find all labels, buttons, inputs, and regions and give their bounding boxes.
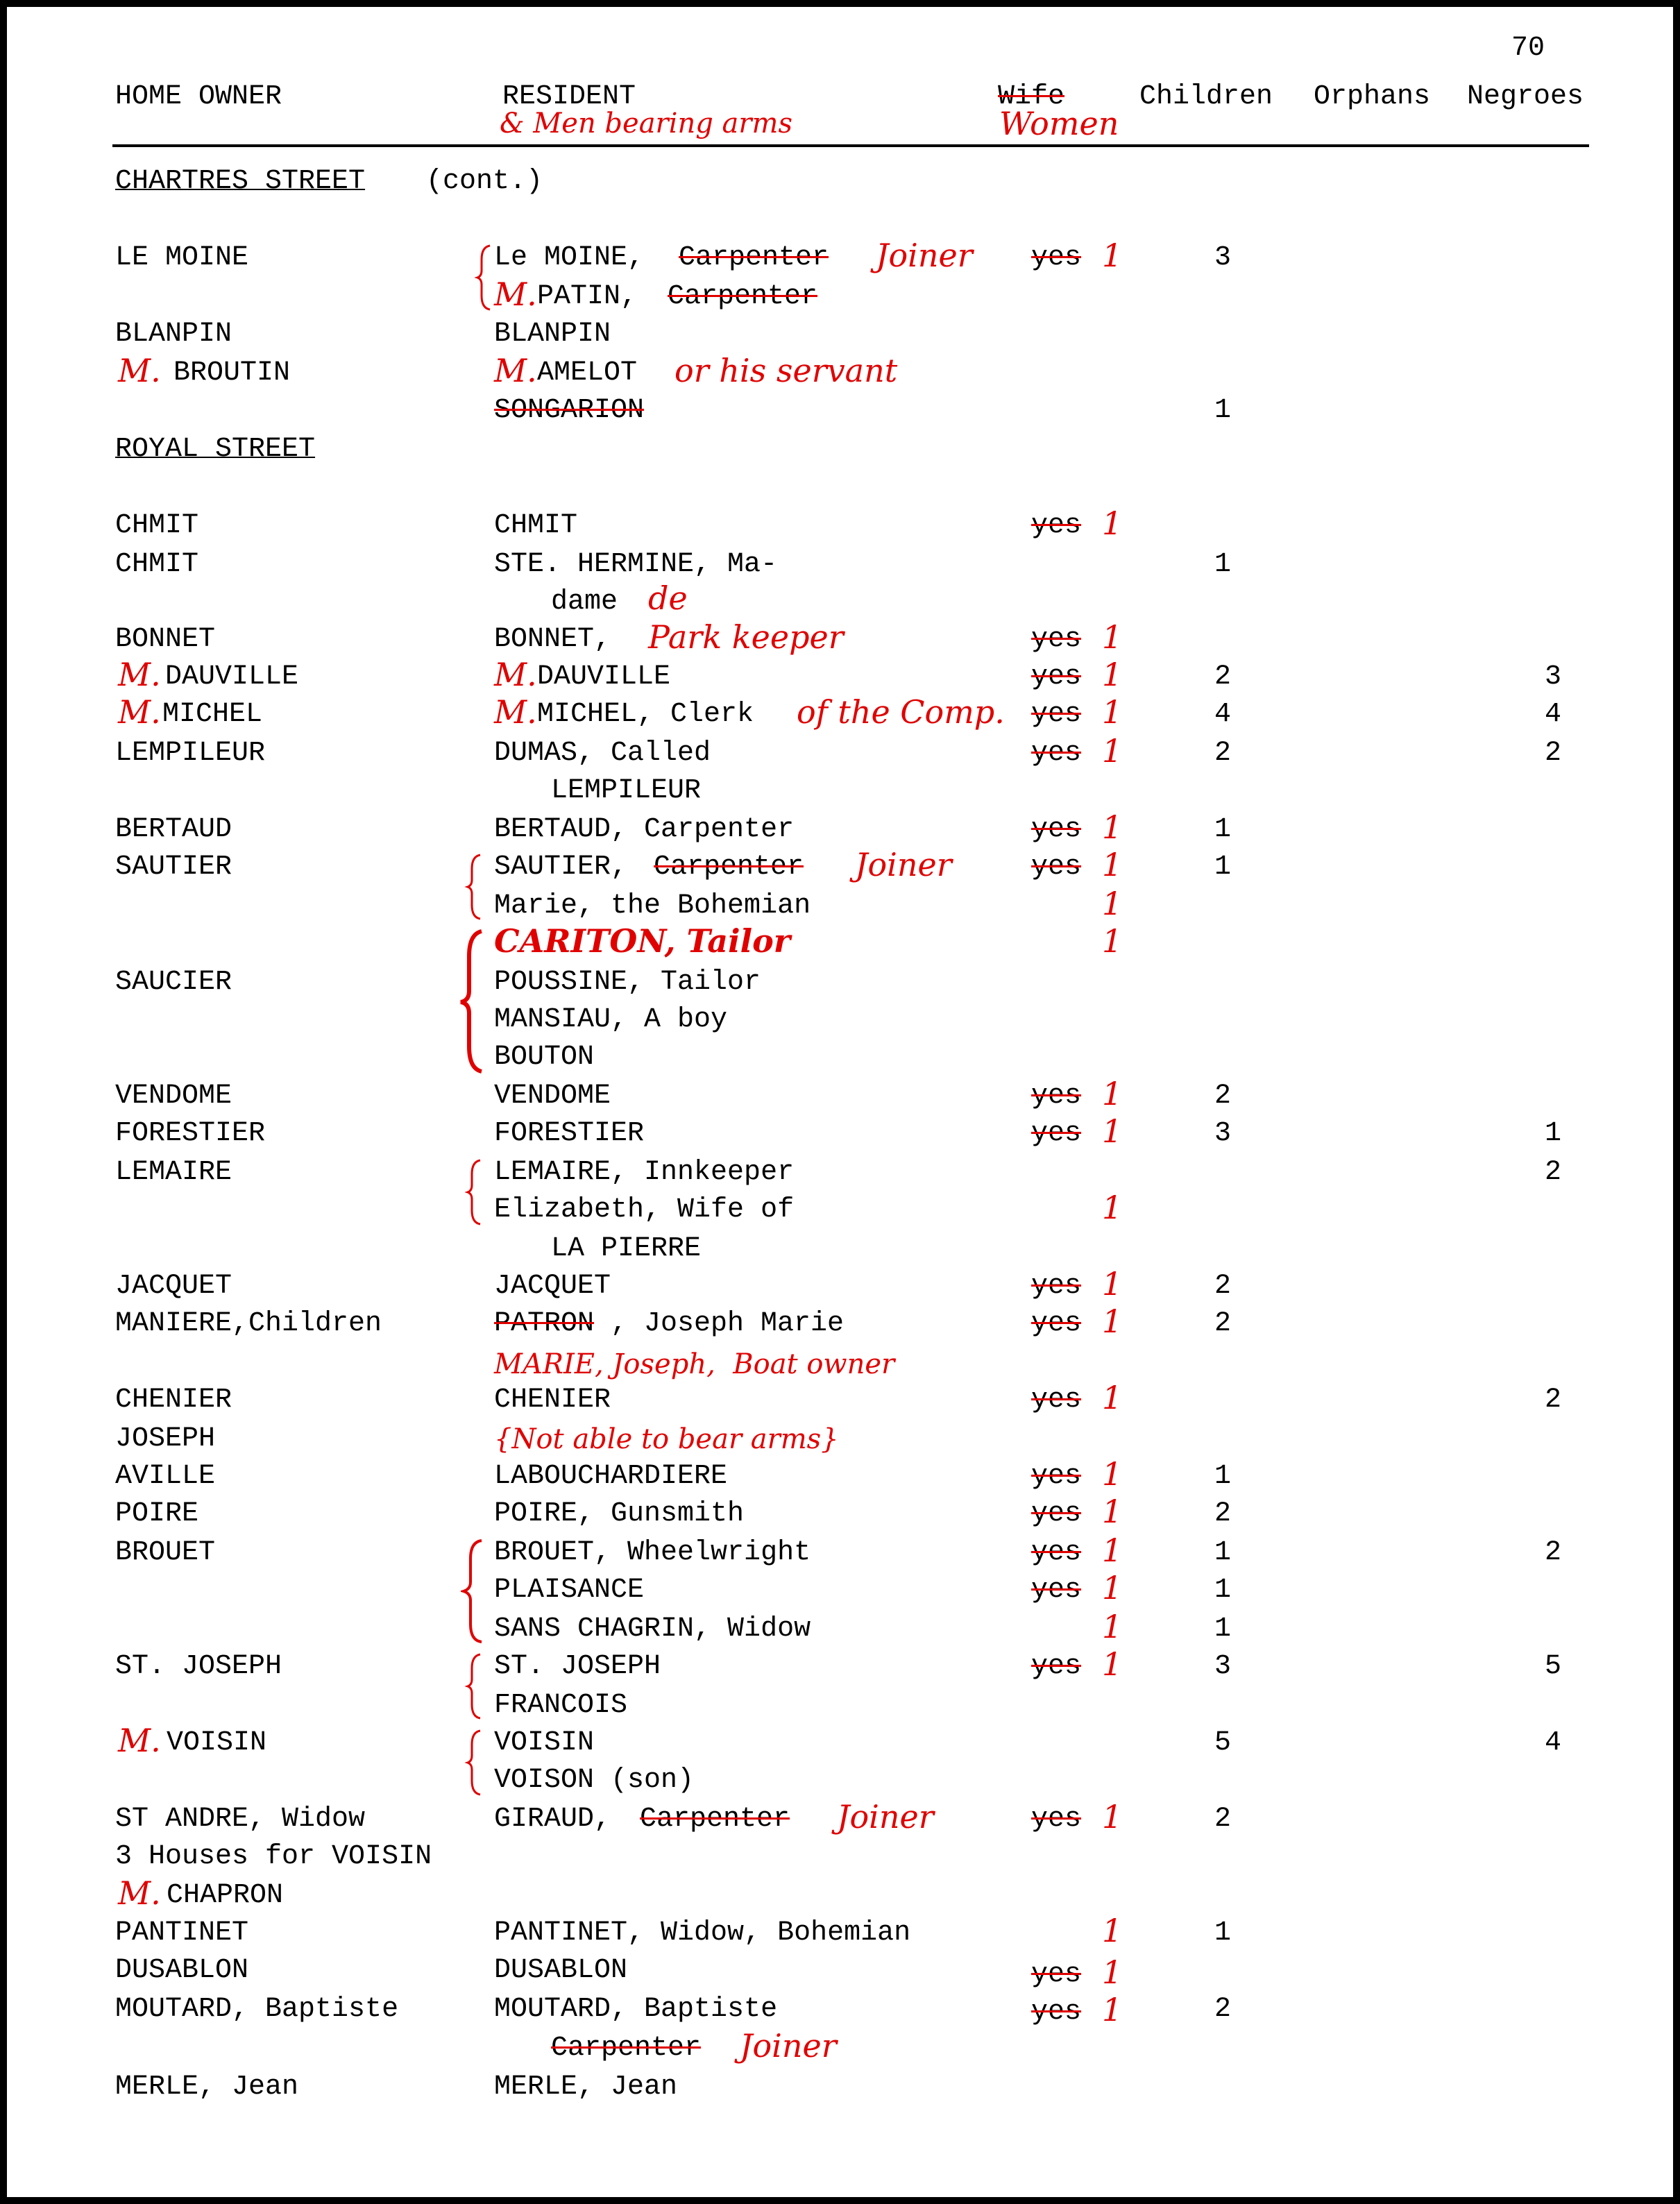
m-voisin: M. <box>118 1722 161 1759</box>
resident-voisin: VOISIN <box>494 1727 595 1758</box>
children-jacquet: 2 <box>1214 1271 1232 1302</box>
children-sautier: 1 <box>1214 851 1232 883</box>
m-broutin: M. <box>118 352 161 389</box>
resident-michel: MICHEL, Clerk <box>537 699 754 730</box>
children-forestier: 3 <box>1214 1118 1232 1149</box>
m-dauville: M. <box>494 656 537 693</box>
marie-joseph-note: MARIE, Joseph, Boat owner <box>494 1348 895 1380</box>
joiner-sautier: Joiner <box>855 846 952 883</box>
struck-carpenter-patin: Carpenter <box>668 281 818 312</box>
resident-patin: PATIN, <box>537 281 638 312</box>
women-dumas: 1 <box>1102 732 1123 770</box>
struck-carpenter-lemoine: Carpenter <box>679 242 829 273</box>
resident-bertaud: BERTAUD, Carpenter <box>494 814 795 845</box>
yes-forestier: yes <box>1031 1118 1082 1149</box>
owner-chmit-2: CHMIT <box>115 549 199 580</box>
owner-poire: POIRE <box>115 1498 199 1529</box>
yes-chmit: yes <box>1031 510 1082 541</box>
bonnet-note: Park keeper <box>648 618 844 656</box>
m-amelot: M. <box>494 352 537 389</box>
women-sautier: 1 <box>1102 846 1123 883</box>
not-able-note: {Not able to bear arms} <box>494 1423 839 1455</box>
children-brouet: 1 <box>1214 1537 1232 1568</box>
owner-jacquet: JACQUET <box>115 1271 232 1302</box>
resident-vendome: VENDOME <box>494 1080 611 1112</box>
resident-bonnet: BONNET, <box>494 624 611 655</box>
resident-voison: VOISON (son) <box>494 1765 695 1796</box>
resident-labouchardiere: LABOUCHARDIERE <box>494 1461 728 1492</box>
resident-jacquet: JACQUET <box>494 1271 611 1302</box>
owner-broutin: BROUTIN <box>173 357 291 389</box>
children-giraud: 2 <box>1214 1804 1232 1835</box>
resident-blanpin: BLANPIN <box>494 319 611 350</box>
m-michel-owner: M. <box>118 693 161 731</box>
col-women: Women <box>999 105 1119 142</box>
resident-elizabeth: Elizabeth, Wife of <box>494 1194 795 1226</box>
women-michel: 1 <box>1102 693 1123 731</box>
children-sanschagrin: 1 <box>1214 1613 1232 1645</box>
children-labouchardiere: 1 <box>1214 1461 1232 1492</box>
children-plaisance: 1 <box>1214 1575 1232 1606</box>
brace-lemoine <box>475 243 495 312</box>
resident-sanschagrin: SANS CHAGRIN, Widow <box>494 1613 811 1645</box>
owner-sautier: SAUTIER <box>115 851 232 883</box>
joiner-moutard: Joiner <box>740 2027 837 2065</box>
yes-plaisance: yes <box>1031 1575 1082 1606</box>
resident-patron-rest: , Joseph Marie <box>611 1308 845 1339</box>
yes-poire: yes <box>1031 1498 1082 1529</box>
yes-stjoseph: yes <box>1031 1651 1082 1682</box>
children-lemoine: 3 <box>1214 242 1232 273</box>
resident-giraud: GIRAUD, <box>494 1804 611 1835</box>
children-dauville: 2 <box>1214 661 1232 693</box>
women-dauville: 1 <box>1102 656 1123 693</box>
owner-vendome: VENDOME <box>115 1080 232 1112</box>
owner-voisin: VOISIN <box>167 1727 267 1758</box>
negroes-stjoseph: 5 <box>1545 1651 1562 1682</box>
negroes-forestier: 1 <box>1545 1118 1562 1149</box>
children-moutard: 2 <box>1214 1994 1232 2025</box>
resident-lemaire: LEMAIRE, Innkeeper <box>494 1157 795 1188</box>
owner-chenier: CHENIER <box>115 1384 232 1416</box>
children-songarion: 1 <box>1214 395 1232 426</box>
owner-dusablon: DUSABLON <box>115 1955 249 1986</box>
children-voisin: 5 <box>1214 1727 1232 1758</box>
children-vendome: 2 <box>1214 1080 1232 1112</box>
yes-brouet: yes <box>1031 1537 1082 1568</box>
joiner-lemoine: Joiner <box>876 237 973 274</box>
amelot-note: or his servant <box>674 352 898 389</box>
negroes-dumas: 2 <box>1545 738 1562 769</box>
section-chartres-cont: (cont.) <box>426 166 543 197</box>
owner-saucier: SAUCIER <box>115 967 232 998</box>
children-stjoseph: 3 <box>1214 1651 1232 1682</box>
resident-patron-struck: PATRON <box>494 1308 595 1339</box>
children-poire: 2 <box>1214 1498 1232 1529</box>
women-sanschagrin: 1 <box>1102 1608 1123 1645</box>
owner-aville: AVILLE <box>115 1461 216 1492</box>
resident-stjoseph: ST. JOSEPH <box>494 1651 661 1682</box>
col-home-owner: HOME OWNER <box>115 81 282 112</box>
women-elizabeth: 1 <box>1102 1189 1123 1226</box>
children-michel: 4 <box>1214 699 1232 730</box>
yes-chenier: yes <box>1031 1384 1082 1416</box>
women-plaisance: 1 <box>1102 1569 1123 1607</box>
col-children: Children <box>1139 81 1273 112</box>
children-hermine: 1 <box>1214 549 1232 580</box>
resident-sautier: SAUTIER, <box>494 851 628 883</box>
resident-poussine: POUSSINE, Tailor <box>494 967 761 998</box>
resident-moutard: MOUTARD, Baptiste <box>494 1994 778 2025</box>
owner-merle: MERLE, Jean <box>115 2071 299 2103</box>
owner-dauville: DAUVILLE <box>165 661 299 693</box>
m-dauville-owner: M. <box>118 656 161 693</box>
resident-bouton: BOUTON <box>494 1042 595 1073</box>
owner-bonnet: BONNET <box>115 624 216 655</box>
resident-hermine: STE. HERMINE, Ma- <box>494 549 778 580</box>
yes-bertaud: yes <box>1031 814 1082 845</box>
children-patron: 2 <box>1214 1308 1232 1339</box>
yes-vendome: yes <box>1031 1080 1082 1112</box>
hermine-de: de <box>648 579 688 617</box>
negroes-voisin: 4 <box>1545 1727 1562 1758</box>
negroes-michel: 4 <box>1545 699 1562 730</box>
resident-dumas-2: LEMPILEUR <box>551 775 702 806</box>
women-jacquet: 1 <box>1102 1265 1123 1303</box>
yes-dumas: yes <box>1031 738 1082 769</box>
yes-jacquet: yes <box>1031 1271 1082 1302</box>
women-moutard: 1 <box>1102 1991 1123 2028</box>
women-giraud: 1 <box>1102 1798 1123 1836</box>
page-number: 70 <box>1511 33 1545 64</box>
resident-elizabeth-2: LA PIERRE <box>551 1233 702 1264</box>
women-chenier: 1 <box>1102 1379 1123 1416</box>
brace-saucier <box>458 929 489 1074</box>
resident-hermine-2: dame <box>551 586 618 618</box>
owner-houses: 3 Houses for VOISIN <box>115 1841 432 1872</box>
children-bertaud: 1 <box>1214 814 1232 845</box>
brace-voisin <box>465 1728 486 1797</box>
owner-maniere: MANIERE,Children <box>115 1308 382 1339</box>
women-forestier: 1 <box>1102 1112 1123 1150</box>
resident-plaisance: PLAISANCE <box>494 1575 645 1606</box>
section-chartres: CHARTRES STREET <box>115 166 366 197</box>
negroes-dauville: 3 <box>1545 661 1562 693</box>
resident-poire: POIRE, Gunsmith <box>494 1498 745 1529</box>
owner-pantinet: PANTINET <box>115 1917 249 1949</box>
col-negroes: Negroes <box>1467 81 1584 112</box>
yes-giraud: yes <box>1031 1804 1082 1835</box>
col-wife-struck: Wife <box>998 81 1065 112</box>
m-patin: M. <box>494 276 537 313</box>
women-dusablon: 1 <box>1102 1953 1123 1991</box>
women-stjoseph: 1 <box>1102 1645 1123 1683</box>
women-bonnet: 1 <box>1102 618 1123 656</box>
owner-michel: MICHEL <box>162 699 263 730</box>
owner-moutard: MOUTARD, Baptiste <box>115 1994 399 2025</box>
yes-moutard: yes <box>1031 1997 1082 2028</box>
yes-patron: yes <box>1031 1308 1082 1339</box>
women-brouet: 1 <box>1102 1532 1123 1569</box>
resident-forestier: FORESTIER <box>494 1118 645 1149</box>
women-patron: 1 <box>1102 1303 1123 1340</box>
resident-merle: MERLE, Jean <box>494 2071 678 2103</box>
struck-carpenter-sautier: Carpenter <box>654 851 804 883</box>
owner-stjoseph: ST. JOSEPH <box>115 1651 282 1682</box>
owner-forestier: FORESTIER <box>115 1118 266 1149</box>
section-royal: ROYAL STREET <box>115 434 316 465</box>
yes-lemoine: yes <box>1031 242 1082 273</box>
joiner-giraud: Joiner <box>837 1798 934 1836</box>
resident-dumas: DUMAS, Called <box>494 738 711 769</box>
women-chmit: 1 <box>1102 505 1123 542</box>
owner-chapron: CHAPRON <box>167 1880 284 1911</box>
women-pantinet: 1 <box>1102 1912 1123 1949</box>
resident-lemoine: Le MOINE, <box>494 242 645 273</box>
resident-dauville: DAUVILLE <box>537 661 671 693</box>
m-michel: M. <box>494 693 537 731</box>
resident-cariton: CARITON, Tailor <box>494 922 790 960</box>
owner-standre: ST ANDRE, Widow <box>115 1804 366 1835</box>
women-vendome: 1 <box>1102 1075 1123 1112</box>
owner-lemaire: LEMAIRE <box>115 1157 232 1188</box>
women-poire: 1 <box>1102 1493 1123 1530</box>
negroes-chenier: 2 <box>1545 1384 1562 1416</box>
m-chapron: M. <box>118 1874 161 1912</box>
women-bertaud: 1 <box>1102 808 1123 846</box>
brace-sautier <box>465 852 486 922</box>
yes-michel: yes <box>1031 699 1082 730</box>
negroes-lemaire: 2 <box>1545 1157 1562 1188</box>
brace-stjoseph <box>465 1652 486 1721</box>
col-orphans: Orphans <box>1314 81 1431 112</box>
michel-note: of the Comp. <box>797 693 1005 731</box>
women-lemoine: 1 <box>1102 237 1123 274</box>
resident-chenier: CHENIER <box>494 1384 611 1416</box>
yes-dauville: yes <box>1031 661 1082 693</box>
owner-bertaud: BERTAUD <box>115 814 232 845</box>
women-labouchardiere: 1 <box>1102 1455 1123 1493</box>
brace-lemaire <box>465 1158 486 1227</box>
resident-pantinet: PANTINET, Widow, Bohemian <box>494 1917 911 1949</box>
resident-songarion: SONGARION <box>494 395 645 426</box>
children-dumas: 2 <box>1214 738 1232 769</box>
yes-dusablon: yes <box>1031 1959 1082 1990</box>
resident-francois: FRANCOIS <box>494 1690 628 1721</box>
resident-chmit: CHMIT <box>494 510 578 541</box>
owner-blanpin: BLANPIN <box>115 319 232 350</box>
women-cariton: 1 <box>1102 922 1123 960</box>
owner-joseph: JOSEPH <box>115 1423 216 1455</box>
resident-marie-bohemian: Marie, the Bohemian <box>494 890 811 922</box>
header-rule <box>112 144 1589 147</box>
owner-lempileur: LEMPILEUR <box>115 738 266 769</box>
yes-labouchardiere: yes <box>1031 1461 1082 1492</box>
struck-carpenter-moutard: Carpenter <box>551 2033 702 2064</box>
women-marie-bohemian: 1 <box>1102 885 1123 922</box>
brace-brouet <box>461 1538 487 1645</box>
children-pantinet: 1 <box>1214 1917 1232 1949</box>
owner-brouet: BROUET <box>115 1537 216 1568</box>
col-resident: RESIDENT <box>502 81 636 112</box>
resident-mansiau: MANSIAU, A boy <box>494 1004 728 1035</box>
resident-amelot: AMELOT <box>537 357 638 389</box>
owner-lemoine: LE MOINE <box>115 242 249 273</box>
owner-chmit-1: CHMIT <box>115 510 199 541</box>
col-resident-note: & Men bearing arms <box>500 108 792 139</box>
resident-brouet: BROUET, Wheelwright <box>494 1537 811 1568</box>
yes-bonnet: yes <box>1031 624 1082 655</box>
struck-carpenter-giraud: Carpenter <box>640 1804 790 1835</box>
yes-sautier: yes <box>1031 851 1082 883</box>
negroes-brouet: 2 <box>1545 1537 1562 1568</box>
resident-dusablon: DUSABLON <box>494 1955 628 1986</box>
